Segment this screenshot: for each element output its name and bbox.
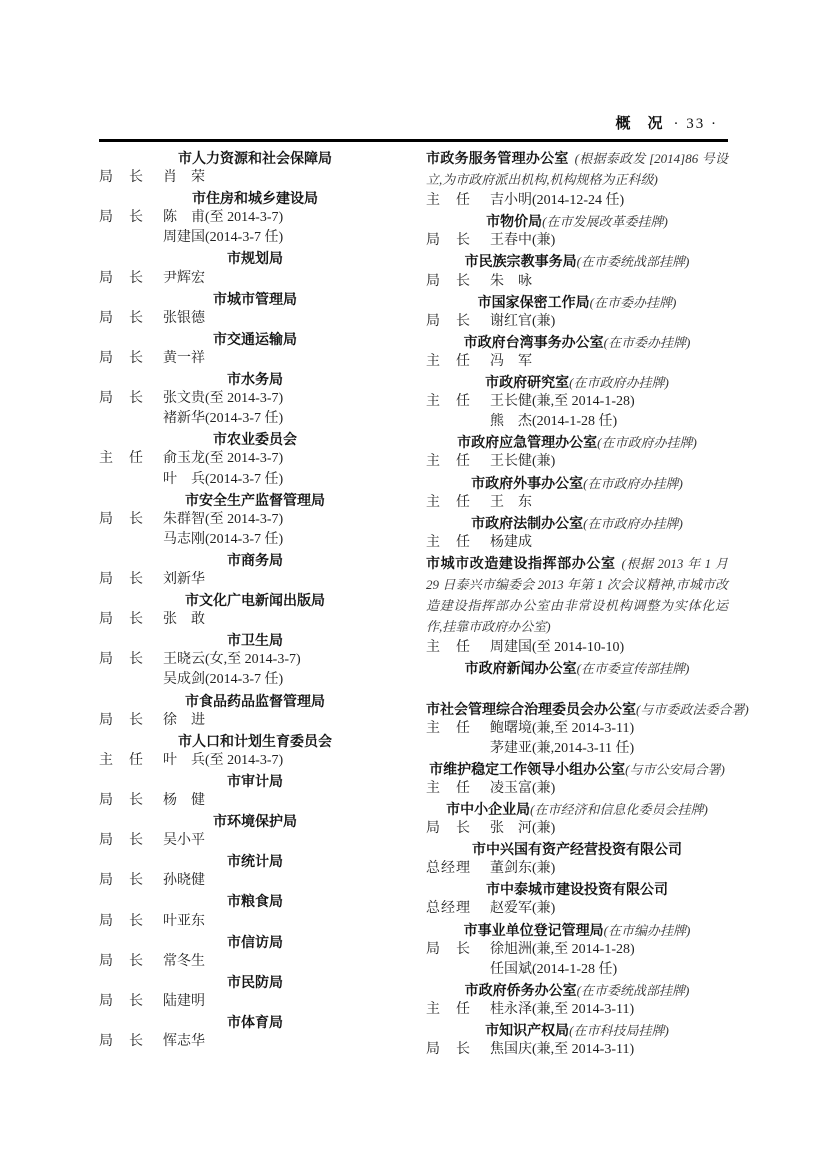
officer-name: 吴小平	[163, 833, 205, 849]
officer-name: 王春中(兼)	[490, 233, 556, 249]
department-heading	[99, 369, 411, 389]
officer-row	[99, 952, 411, 972]
department-heading	[426, 658, 728, 678]
department-name: 市体育局	[227, 1014, 283, 1031]
officer-role: 局长	[99, 712, 143, 728]
department-name: 市人口和计划生育委员会	[178, 732, 332, 749]
officer-row	[99, 449, 411, 469]
department-name: 市中小企业局	[446, 801, 531, 817]
department-note: (在市政府办挂牌)	[583, 475, 683, 491]
officer-row	[426, 779, 728, 799]
department-name: 市中兴国有资产经营投资有限公司	[472, 841, 682, 858]
department-note: (在市政府办挂牌)	[597, 435, 697, 451]
officer-name: 任国斌(2014-1-28 任)	[490, 961, 618, 977]
page-content	[99, 112, 749, 1060]
officer-role: 局长	[99, 210, 143, 226]
department-name: 市粮食局	[227, 893, 283, 910]
officer-name: 徐旭洲(兼,至 2014-1-28)	[490, 941, 635, 957]
department-name: 市知识产权局	[485, 1022, 570, 1039]
department-note: (与市公安局合署)	[625, 761, 725, 777]
officer-role: 主任	[426, 353, 470, 369]
left-column	[99, 148, 411, 1060]
department-heading	[99, 691, 411, 711]
officer-row	[426, 819, 728, 839]
officer-row	[99, 751, 411, 771]
officer-name: 尹辉宏	[163, 270, 205, 286]
department-name: 市统计局	[227, 853, 283, 870]
department-heading-paragraph	[426, 148, 728, 191]
department-note: (在市委办挂牌)	[603, 334, 691, 350]
officer-name: 陈 甫(至 2014-3-7)	[163, 210, 284, 226]
department-heading	[426, 473, 728, 493]
officer-name: 常冬生	[163, 953, 205, 969]
officer-role: 主任	[426, 1001, 470, 1017]
officer-row	[99, 791, 411, 811]
officer-continuation-row	[99, 670, 411, 690]
department-heading	[426, 879, 728, 899]
department-heading	[426, 799, 728, 819]
officer-row	[99, 309, 411, 329]
officer-continuation-row	[426, 739, 728, 759]
officer-name: 吴成剑(2014-3-7 任)	[163, 672, 284, 688]
department-name: 市民防局	[227, 973, 283, 990]
department-heading	[426, 839, 728, 859]
officer-role: 局长	[99, 652, 143, 668]
officer-role: 局长	[426, 313, 470, 329]
department-name: 市政府外事办公室	[471, 474, 584, 491]
officer-row	[99, 992, 411, 1012]
officer-name: 朱 咏	[490, 273, 532, 289]
officer-name: 王 东	[490, 494, 532, 510]
officer-role: 主任	[426, 454, 470, 470]
officer-row	[99, 168, 411, 188]
officer-row	[99, 1032, 411, 1052]
department-heading	[99, 972, 411, 992]
department-name: 市人力资源和社会保障局	[178, 150, 332, 166]
officer-role: 局长	[99, 873, 143, 889]
department-heading	[99, 329, 411, 349]
officer-row	[99, 711, 411, 731]
department-name: 市城市改造建设指挥部办公室	[426, 554, 616, 571]
officer-role: 局长	[99, 793, 143, 808]
department-heading	[99, 590, 411, 610]
officer-role: 局长	[426, 273, 470, 289]
department-heading	[99, 731, 411, 751]
department-heading	[99, 1012, 411, 1032]
header-rule	[99, 139, 728, 142]
department-heading	[426, 759, 728, 779]
department-name: 市环境保护局	[213, 813, 297, 830]
officer-row	[99, 912, 411, 932]
officer-name: 董剑东(兼)	[490, 861, 556, 877]
officer-role: 局长	[99, 170, 143, 186]
officer-continuation-row	[426, 960, 728, 980]
department-note: (在市编办挂牌)	[603, 922, 691, 938]
department-name: 市政府台湾事务办公室	[463, 333, 604, 350]
department-heading	[426, 292, 728, 312]
department-heading	[99, 771, 411, 791]
officer-name: 俞玉龙(至 2014-3-7)	[163, 451, 284, 467]
department-heading	[99, 188, 411, 208]
department-heading	[99, 490, 411, 510]
officer-role: 总经理	[426, 861, 470, 877]
officer-name: 张 河(兼)	[490, 821, 556, 837]
officer-name: 周建国(至 2014-10-10)	[490, 640, 625, 656]
officer-name: 吉小明(2014-12-24 任)	[490, 193, 625, 209]
officer-name: 周建国(2014-3-7 任)	[163, 230, 284, 246]
officer-name: 王长健(兼)	[490, 454, 556, 470]
officer-name: 张银德	[163, 310, 205, 326]
officer-name: 叶亚东	[163, 913, 205, 929]
department-name: 市民族宗教事务局	[464, 253, 577, 270]
officer-name: 王晓云(女,至 2014-3-7)	[163, 652, 301, 668]
department-name: 市住房和城乡建设局	[192, 190, 318, 207]
officer-row	[99, 570, 411, 590]
officer-role: 局长	[99, 833, 143, 849]
officer-name: 茅建亚(兼,2014-3-11 任)	[490, 740, 635, 756]
officer-role: 局长	[99, 1034, 143, 1050]
officer-role: 主任	[426, 640, 470, 656]
department-note: (在市发展改革委挂牌)	[542, 214, 668, 230]
officer-name: 黄一祥	[163, 350, 205, 366]
department-note: (在市委宣传部挂牌)	[576, 661, 690, 677]
officer-row	[99, 208, 411, 228]
officer-role: 主任	[426, 193, 470, 209]
department-note: (在市科技局挂牌)	[569, 1023, 669, 1039]
officer-name: 王长健(兼,至 2014-1-28)	[490, 394, 635, 410]
officer-name: 焦国庆(兼,至 2014-3-11)	[490, 1042, 635, 1058]
officer-row	[99, 871, 411, 891]
two-column-body	[99, 148, 749, 1060]
officer-role: 局长	[99, 953, 143, 969]
department-name: 市事业单位登记管理局	[463, 921, 604, 938]
officer-row	[426, 1040, 728, 1060]
department-heading	[426, 1020, 728, 1040]
department-name: 市审计局	[227, 772, 283, 789]
department-name: 市文化广电新闻出版局	[185, 592, 325, 609]
department-name: 市政府新闻办公室	[464, 660, 577, 677]
officer-role: 局长	[99, 270, 143, 286]
officer-name: 桂永泽(兼,至 2014-3-11)	[490, 1001, 635, 1017]
officer-name: 褚新华(2014-3-7 任)	[163, 411, 284, 427]
department-note: (在市委统战部挂牌)	[576, 982, 690, 998]
officer-row	[426, 272, 728, 292]
department-name: 市政府应急管理办公室	[457, 434, 598, 451]
officer-row	[99, 389, 411, 409]
officer-name: 叶 兵(2014-3-7 任)	[163, 471, 284, 487]
department-note: (在市政府办挂牌)	[583, 515, 683, 531]
officer-role: 局长	[99, 310, 143, 326]
right-column	[426, 148, 749, 1060]
officer-name: 杨 健	[163, 793, 205, 808]
officer-name: 张文贵(至 2014-3-7)	[163, 391, 284, 407]
officer-row	[426, 352, 728, 372]
department-heading	[99, 289, 411, 309]
officer-row	[426, 533, 728, 553]
department-note: (与市委政法委合署)	[636, 701, 749, 717]
department-heading	[99, 851, 411, 871]
department-heading	[426, 920, 728, 940]
department-name: 市规划局	[227, 250, 283, 267]
department-note: (根据泰政发 [2014]86 号设立,为市政府派出机构,机构规格为正科级)	[426, 151, 728, 188]
officer-row	[426, 859, 728, 879]
department-name: 市安全生产监督管理局	[185, 491, 325, 508]
department-name: 市社会管理综合治理委员会办公室	[426, 700, 636, 717]
department-heading	[99, 811, 411, 831]
department-heading	[99, 550, 411, 570]
officer-row	[426, 231, 728, 251]
officer-row	[426, 899, 728, 919]
officer-continuation-row	[99, 228, 411, 248]
department-heading	[99, 429, 411, 449]
department-name: 市商务局	[227, 551, 283, 568]
department-heading	[99, 630, 411, 650]
officer-role: 局长	[99, 913, 143, 929]
officer-role: 局长	[426, 941, 470, 957]
department-note: (在市政府办挂牌)	[569, 375, 669, 391]
officer-role: 局长	[426, 233, 470, 249]
department-name: 市信访局	[227, 933, 283, 950]
officer-row	[99, 831, 411, 851]
department-name: 市维护稳定工作领导小组办公室	[429, 760, 626, 777]
officer-name: 朱群智(至 2014-3-7)	[163, 511, 284, 527]
officer-row	[99, 510, 411, 530]
officer-row	[426, 392, 728, 412]
officer-name: 张 敢	[163, 612, 205, 628]
department-name: 市交通运输局	[213, 330, 297, 347]
officer-role: 主任	[426, 394, 470, 410]
department-heading	[426, 980, 728, 1000]
department-name: 市政务服务管理办公室	[426, 150, 569, 166]
officer-row	[426, 452, 728, 472]
officer-role: 局长	[99, 350, 143, 366]
department-name: 市中泰城市建设投资有限公司	[486, 881, 668, 898]
department-heading	[99, 891, 411, 911]
officer-continuation-row	[99, 470, 411, 490]
officer-row	[99, 349, 411, 369]
department-heading	[426, 332, 728, 352]
department-name: 市政府法制办公室	[471, 514, 584, 531]
department-name: 市水务局	[227, 371, 283, 388]
officer-role: 主任	[426, 494, 470, 510]
officer-name: 徐 进	[163, 712, 205, 728]
officer-name: 马志刚(2014-3-7 任)	[163, 531, 284, 547]
officer-row	[426, 719, 728, 739]
officer-name: 叶 兵(至 2014-3-7)	[163, 752, 284, 768]
officer-name: 孙晓健	[163, 873, 205, 889]
department-heading	[99, 148, 411, 168]
department-heading	[426, 251, 728, 271]
department-heading	[426, 513, 728, 533]
department-name: 市城市管理局	[213, 290, 297, 307]
officer-role: 主任	[426, 780, 470, 796]
officer-role: 局长	[426, 1042, 470, 1058]
officer-row	[426, 638, 728, 658]
officer-name: 肖 荣	[163, 170, 205, 186]
officer-row	[99, 650, 411, 670]
officer-role: 局长	[99, 511, 143, 527]
officer-name: 熊 杰(2014-1-28 任)	[490, 414, 618, 430]
officer-name: 赵爱军(兼)	[490, 901, 556, 917]
department-note: (根据 2013 年 1 月 29 日泰兴市编委会 2013 年第 1 次会议精神,市城市改造建设指挥部办公室由非常设机构调整为实体化运作,挂靠市政府办公室)	[426, 555, 728, 635]
officer-name: 杨建成	[490, 534, 532, 550]
page-number: · 33 ·	[673, 116, 718, 132]
department-name: 市食品药品监督管理局	[185, 692, 325, 709]
department-note: (在市委办挂牌)	[589, 294, 677, 310]
officer-continuation-row	[99, 530, 411, 550]
officer-continuation-row	[426, 412, 728, 432]
officer-row	[99, 269, 411, 289]
officer-row	[426, 312, 728, 332]
officer-role: 局长	[99, 993, 143, 1009]
blank-line	[426, 678, 728, 698]
department-heading	[426, 211, 728, 231]
department-note: (在市委统战部挂牌)	[576, 254, 690, 270]
officer-role: 主任	[99, 752, 143, 768]
officer-role: 主任	[426, 720, 470, 736]
officer-name: 刘新华	[163, 571, 205, 587]
page-header	[99, 112, 728, 136]
officer-name: 陆建明	[163, 993, 205, 1009]
department-name: 市物价局	[486, 213, 543, 230]
department-name: 市政府研究室	[485, 374, 570, 391]
department-name: 市政府侨务办公室	[464, 981, 577, 998]
officer-row	[426, 191, 728, 211]
department-heading	[99, 248, 411, 268]
department-heading-paragraph	[426, 553, 728, 638]
section-title: 概 况	[615, 116, 664, 132]
department-name: 市农业委员会	[213, 431, 297, 448]
department-heading	[426, 372, 728, 392]
officer-role: 局长	[426, 821, 470, 837]
officer-name: 谢红官(兼)	[490, 313, 556, 329]
officer-role: 主任	[99, 451, 143, 467]
department-note: (在市经济和信息化委员会挂牌)	[530, 802, 708, 817]
officer-name: 冯 军	[490, 353, 532, 369]
department-heading	[426, 699, 749, 719]
officer-role: 局长	[99, 571, 143, 587]
officer-row	[99, 610, 411, 630]
department-name: 市卫生局	[227, 632, 283, 649]
officer-name: 凌玉富(兼)	[490, 780, 556, 796]
officer-name: 恽志华	[163, 1034, 205, 1050]
officer-name: 鲍曙境(兼,至 2014-3-11)	[490, 720, 635, 736]
department-heading	[99, 932, 411, 952]
officer-role: 局长	[99, 391, 143, 407]
officer-continuation-row	[99, 409, 411, 429]
officer-row	[426, 493, 728, 513]
officer-row	[426, 1000, 728, 1020]
officer-role: 局长	[99, 612, 143, 628]
department-name: 市国家保密工作局	[477, 293, 590, 310]
officer-role: 总经理	[426, 901, 470, 917]
officer-role: 主任	[426, 534, 470, 550]
officer-row	[426, 940, 728, 960]
department-heading	[426, 432, 728, 452]
